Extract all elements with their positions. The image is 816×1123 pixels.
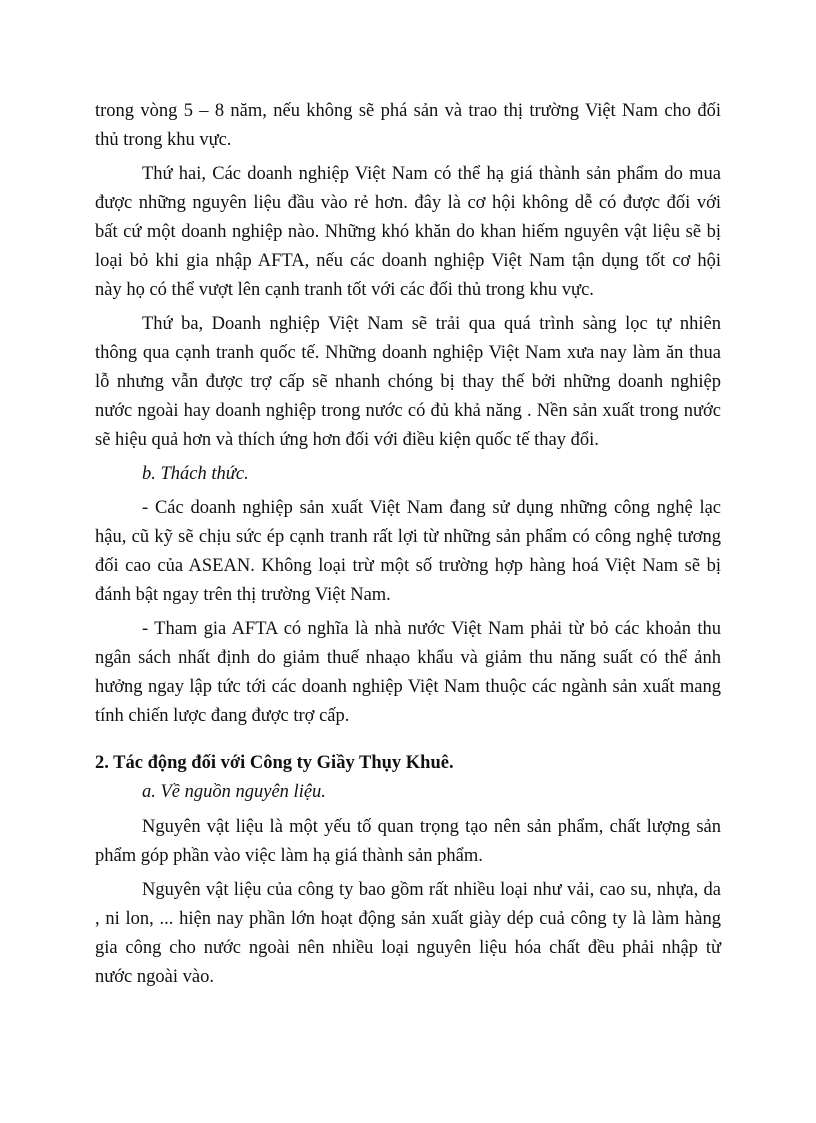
paragraph-7	[95, 876, 721, 992]
paragraph-4	[95, 494, 721, 610]
subheading-text: b. Thách thức.	[142, 464, 249, 484]
text-line: lỗ nhưng vẫn được trợ cấp sẽ nhanh chóng bị thay thế bởi những doanh nghiệp	[95, 372, 721, 392]
text-line: loại bỏ khi gia nhập AFTA, nếu các doanh nghiệp Việt Nam tận dụng tốt cơ hội	[95, 251, 721, 271]
text-line: ngân sách nhất định do giảm thuế nhaạo khẩu và giảm thu năng suất có thể ảnh	[95, 648, 721, 668]
text-line: được những nguyên liệu đầu vào rẻ hơn. đây là cơ hội không dễ có được đối với	[95, 193, 721, 213]
document-page	[95, 97, 721, 992]
text-line: trong vòng 5 – 8 năm, nếu không sẽ phá sản và trao thị trường Việt Nam cho đối	[95, 101, 721, 121]
text-line: sẽ hiệu quả hơn và thích ứng hơn đối với điều kiện quốc tế thay đổi.	[95, 430, 599, 450]
text-line: nước ngoài vào.	[95, 967, 214, 987]
text-line: gia công cho nước ngoài nên nhiều loại nguyên liệu hóa chất đều phải nhập từ	[95, 938, 721, 958]
text-line: bất cứ một doanh nghiệp nào. Những khó khăn do khan hiếm nguyên vật liệu sẽ bị	[95, 222, 721, 242]
text-line: phẩm góp phần vào việc làm hạ giá thành sản phẩm.	[95, 846, 483, 866]
section-heading	[95, 749, 721, 807]
text-line: Thứ hai, Các doanh nghiệp Việt Nam có thể hạ giá thành sản phẩm do mua	[142, 164, 721, 184]
text-line: này họ có thể vượt lên cạnh tranh tốt với các đối thủ trong khu vực.	[95, 280, 594, 300]
subheading-text: a. Về nguồn nguyên liệu.	[142, 782, 326, 802]
text-line: hậu, cũ kỹ sẽ chịu sức ép cạnh tranh rất lợi từ những sản phẩm có công nghệ tương	[95, 527, 721, 547]
text-line: hưởng ngay lập tức tới các doanh nghiệp Việt Nam thuộc các ngành sản xuất mang	[95, 677, 721, 697]
text-line: Thứ ba, Doanh nghiệp Việt Nam sẽ trải qua quá trình sàng lọc tự nhiên	[142, 314, 721, 334]
paragraph-3	[95, 310, 721, 455]
text-line: - Tham gia AFTA có nghĩa là nhà nước Việt Nam phải từ bỏ các khoản thu	[142, 619, 721, 639]
subheading-challenges	[95, 460, 721, 489]
paragraph-6	[95, 813, 721, 871]
text-line: tính chiến lược đang được trợ cấp.	[95, 706, 350, 726]
text-line: đối cao của ASEAN. Không loại trừ một số trường hợp hàng hoá Việt Nam sẽ bị	[95, 556, 721, 576]
paragraph-1	[95, 97, 721, 155]
text-line: Nguyên vật liệu của công ty bao gồm rất nhiều loại như vải, cao su, nhựa, da	[142, 880, 721, 900]
text-line: thông qua cạnh tranh quốc tế. Những doanh nghiệp Việt Nam xưa nay làm ăn thua	[95, 343, 721, 363]
text-line: đánh bật ngay trên thị trường Việt Nam.	[95, 585, 391, 605]
text-line: Nguyên vật liệu là một yếu tố quan trọng tạo nên sản phẩm, chất lượng sản	[142, 817, 721, 837]
paragraph-5	[95, 615, 721, 731]
paragraph-2	[95, 160, 721, 305]
text-line: - Các doanh nghiệp sản xuất Việt Nam đang sử dụng những công nghệ lạc	[142, 498, 721, 518]
text-line: thủ trong khu vực.	[95, 130, 232, 150]
text-line: , ni lon, ... hiện nay phần lớn hoạt động sản xuất giày dép cuả công ty là làm hàng	[95, 909, 721, 929]
section-heading-text: 2. Tác động đối với Công ty Giầy Thụy Khuê.	[95, 753, 454, 773]
text-line: nước ngoài hay doanh nghiệp trong nước có đủ khả năng . Nền sản xuất trong nước	[95, 401, 721, 421]
